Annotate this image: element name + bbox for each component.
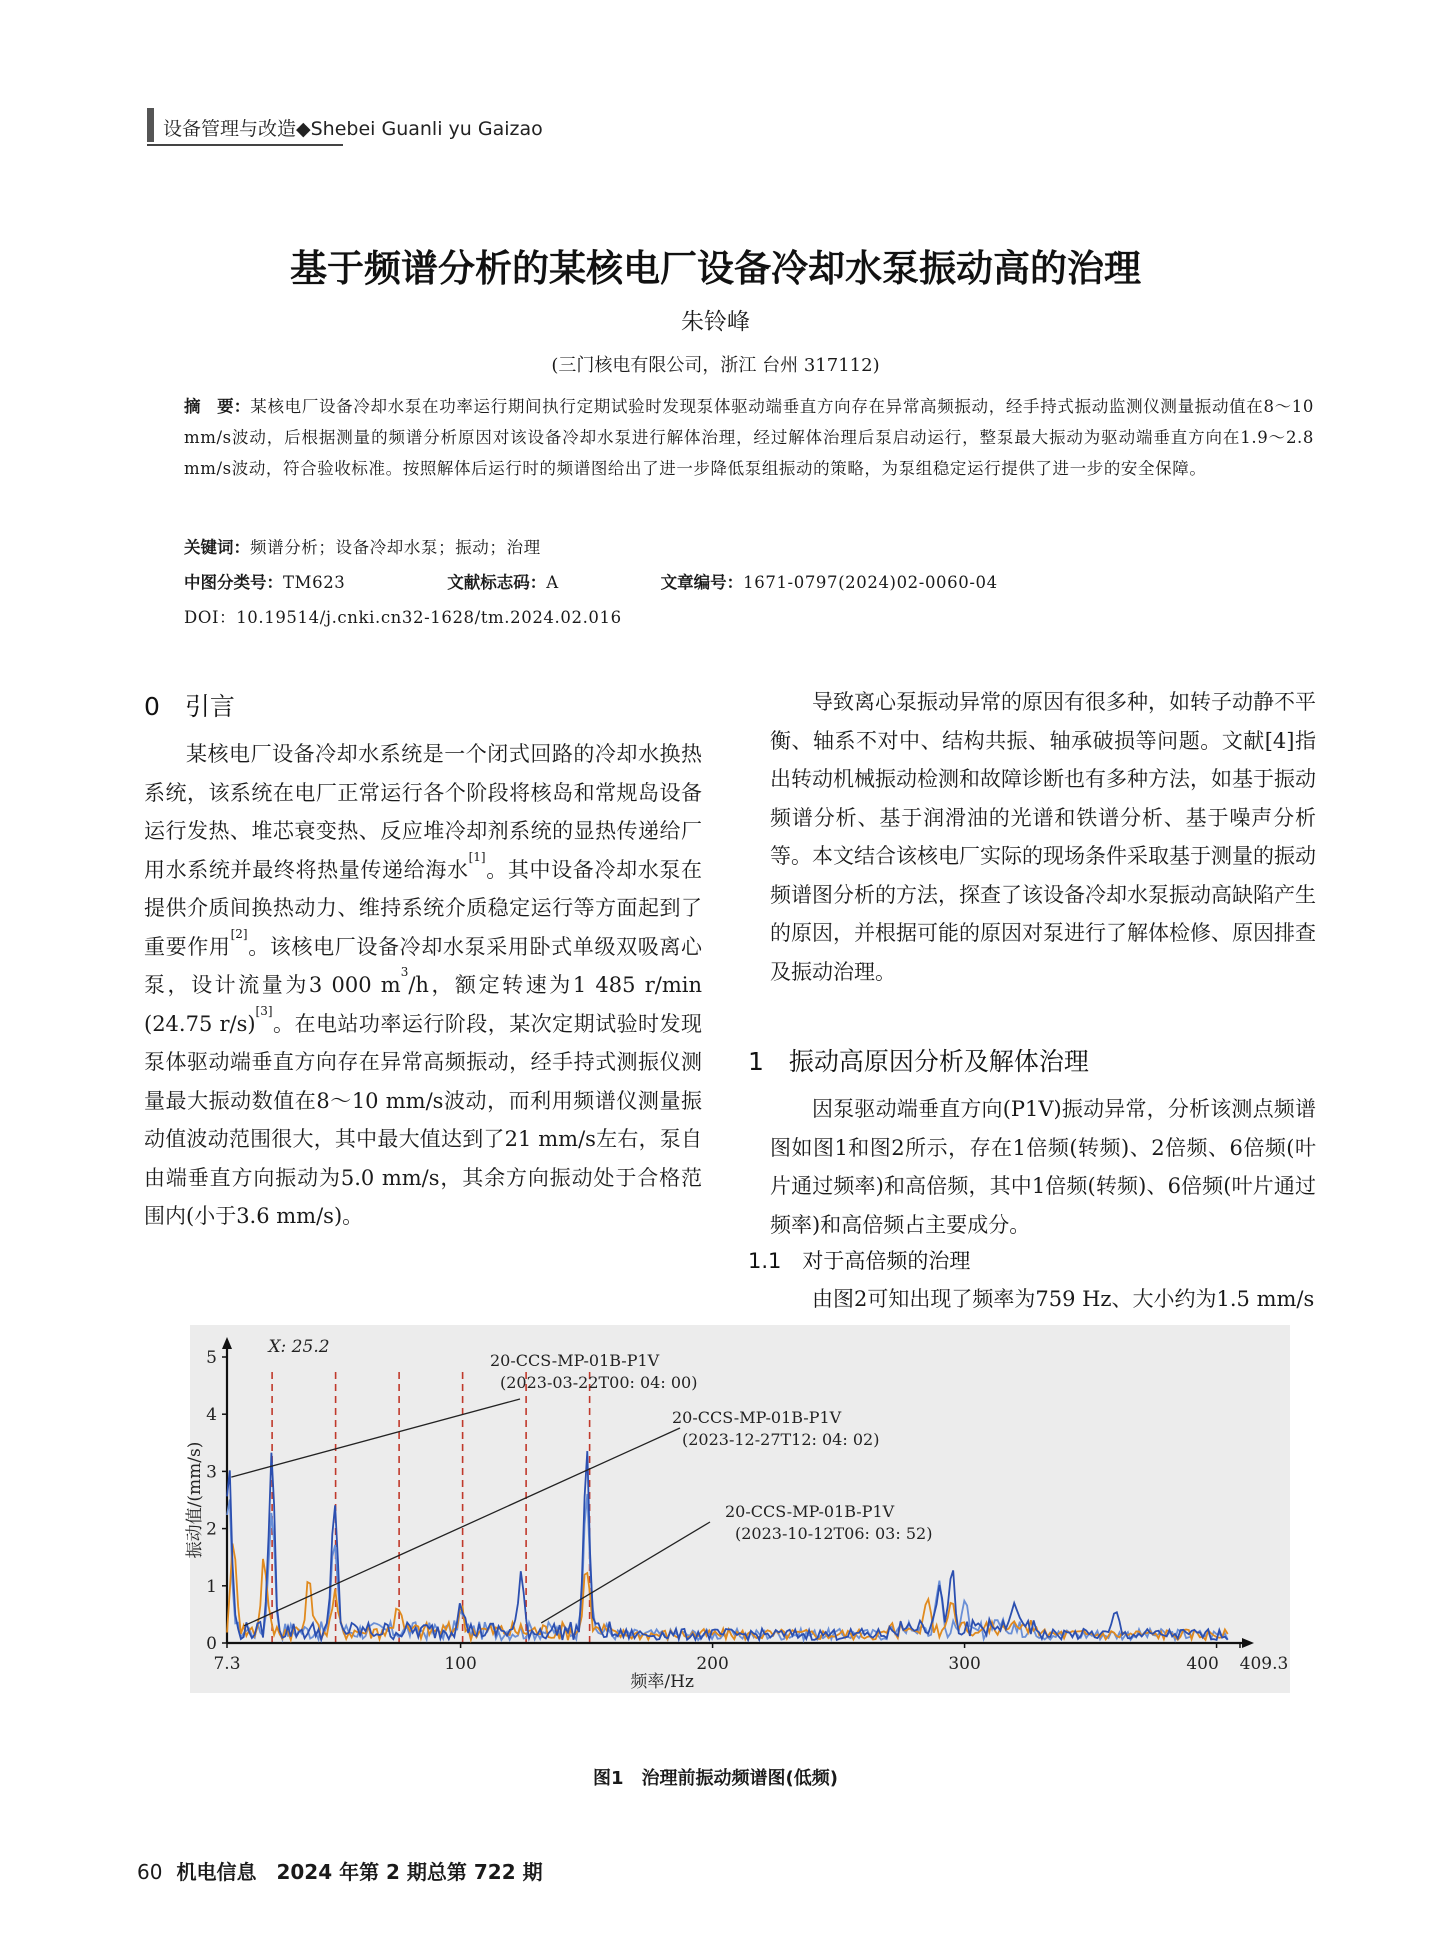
author: 朱铃峰 bbox=[681, 309, 750, 335]
figure-caption: 图1 治理前振动频谱图(低频) bbox=[593, 1768, 838, 1789]
x-tick-label: 409.3 bbox=[1239, 1654, 1289, 1674]
header-bar bbox=[147, 108, 154, 142]
abstract-label: 摘 要： bbox=[184, 397, 251, 416]
left-column bbox=[144, 735, 702, 1236]
y-tick-label: 2 bbox=[206, 1519, 217, 1540]
running-header bbox=[147, 108, 667, 146]
doc-label: 文献标志码： bbox=[447, 573, 547, 592]
y-axis-label: 振动值/(mm/s) bbox=[185, 1441, 205, 1559]
keywords-text: 频谱分析；设备冷却水泵；振动；治理 bbox=[250, 538, 541, 557]
annotation-series-name: 20-CCS-MP-01B-P1V bbox=[490, 1351, 660, 1370]
art-label: 文章编号： bbox=[660, 573, 744, 592]
text-run: 。其中设备冷却水泵在提供介质间换热动力、维持系统介质稳定运行等方面起到了重要作用 bbox=[144, 857, 703, 959]
superscript: 3 bbox=[400, 965, 409, 979]
classification-row bbox=[184, 567, 1314, 598]
page-number: 60 bbox=[137, 1860, 163, 1884]
citation[interactable]: [3] bbox=[255, 1003, 273, 1018]
journal-info: 机电信息 2024 年第 2 期总第 722 期 bbox=[176, 1860, 543, 1884]
figure-1-chart bbox=[185, 1325, 1290, 1693]
document-code bbox=[447, 573, 607, 592]
right-intro-paragraph: 导致离心泵振动异常的原因有很多种，如转子动静不平衡、轴系不对中、结构共振、轴承破损等问题。文献[4]指出转动机械振动检测和故障诊断也有多种方法，如基于振动频谱分析、基于润滑油的光谱和铁谱分析、基于噪声分析等。本文结合该核电厂实际的现场条件采取基于测量的振动频谱图分析的方法，探查了该设备冷却水泵振动高缺陷产生的原因，并根据可能的原因对泵进行了解体检修、原因排查及振动治理。 bbox=[770, 690, 1316, 984]
abstract-text: 某核电厂设备冷却水泵在功率运行期间执行定期试验时发现泵体驱动端垂直方向存在异常高频振动，经手持式振动监测仪测量振动值在8～10 mm/s波动，后根据测量的频谱分析原因对该设备冷却水泵进行解体治理，经过解体治理后泵启动运行，整泵最大振动为驱动端垂直方向在1.9～2.8 mm/s波动，符合验收标准。按照解体后运行时的频谱图给出了进一步降低泵组振动的策略，为泵组稳定运行提供了进一步的安全保障。 bbox=[184, 397, 1315, 478]
x-tick-label: 100 bbox=[444, 1654, 477, 1674]
annotation-timestamp: (2023-12-27T12: 04: 02) bbox=[682, 1430, 880, 1449]
x-tick-label: 7.3 bbox=[213, 1654, 241, 1674]
keywords bbox=[184, 532, 1314, 563]
x-tick-label: 400 bbox=[1186, 1654, 1219, 1674]
article-number bbox=[661, 573, 1046, 592]
section-1-paragraph: 因泵驱动端垂直方向(P1V)振动异常，分析该测点频谱图如图1和图2所示，存在1倍频(转频)、2倍频、6倍频(叶片通过频率)和高倍频，其中1倍频(转频)、6倍频(叶片通过频率)和高倍频占主要成分。 bbox=[770, 1097, 1316, 1237]
annotation-timestamp: (2023-10-12T06: 03: 52) bbox=[735, 1524, 933, 1543]
annotation-series-name: 20-CCS-MP-01B-P1V bbox=[672, 1408, 842, 1427]
y-tick-label: 1 bbox=[206, 1576, 217, 1597]
intro-paragraph bbox=[144, 735, 702, 1236]
doi-label: DOI： bbox=[184, 608, 237, 627]
section-1-heading: 1 振动高原因分析及解体治理 bbox=[748, 1047, 1089, 1076]
y-tick-label: 3 bbox=[206, 1462, 217, 1483]
cursor-label: X: 25.2 bbox=[268, 1337, 330, 1357]
paper-title: 基于频谱分析的某核电厂设备冷却水泵振动高的治理 bbox=[290, 247, 1141, 290]
clc-number bbox=[184, 573, 393, 592]
annotation-series-name: 20-CCS-MP-01B-P1V bbox=[725, 1502, 895, 1521]
y-tick-label: 4 bbox=[206, 1405, 217, 1426]
clc-value: TM623 bbox=[283, 573, 346, 592]
text-run: 。该核电厂设备冷却水泵采用卧式单级双吸离心泵，设计流量为3 000 m bbox=[144, 934, 703, 997]
text-run: 。在电站功率运行阶段，某次定期试验时发现泵体驱动端垂直方向存在异常高频振动，经手持式测振仪测量最大振动数值在8～10 mm/s波动，而利用频谱仪测量振动值波动范围很大，其中最大值达到了21 mm/s左右，泵自由端垂直方向振动为5.0 mm/s，其余方向振动处于合格范围内(小于3.6 mm/s)。 bbox=[144, 1011, 702, 1228]
subsection-1-1-heading: 1.1 对于高倍频的治理 bbox=[748, 1249, 971, 1273]
x-tick-label: 300 bbox=[948, 1654, 981, 1674]
header-rule bbox=[147, 144, 343, 146]
annotation-timestamp: (2023-03-22T00: 04: 00) bbox=[500, 1373, 698, 1392]
section-0-heading: 0 引言 bbox=[144, 692, 235, 721]
citation[interactable]: [2] bbox=[230, 926, 248, 941]
doc-value: A bbox=[546, 573, 559, 592]
y-tick-label: 5 bbox=[206, 1348, 217, 1368]
doi bbox=[184, 602, 1314, 633]
page-footer bbox=[137, 1856, 543, 1885]
x-axis-label: 频率/Hz bbox=[630, 1672, 694, 1692]
citation[interactable]: [1] bbox=[468, 849, 486, 864]
doi-text: 10.19514/j.cnki.cn32-1628/tm.2024.02.016 bbox=[236, 608, 622, 627]
right-column bbox=[770, 683, 1316, 991]
abstract bbox=[184, 391, 1314, 484]
text-run: 某核电厂设备冷却水系统是一个闭式回路的冷却水换热系统，该系统在电厂正常运行各个阶段将核岛和常规岛设备运行发热、堆芯衰变热、反应堆冷却剂系统的显热传递给厂用水系统并最终将热量传递给海水 bbox=[144, 742, 702, 882]
keywords-label: 关键词： bbox=[184, 538, 250, 557]
header-text: 设备管理与改造◆Shebei Guanli yu Gaizao bbox=[163, 118, 543, 140]
text-run: /h，额定转速为1 485 r/min (24.75 r/s) bbox=[144, 973, 702, 1036]
subsection-1-1-body bbox=[770, 1280, 1316, 1319]
art-value: 1671-0797(2024)02-0060-04 bbox=[743, 573, 998, 592]
subsection-paragraph: 由图2可知出现了频率为759 Hz、大小约为1.5 mm/s bbox=[812, 1287, 1315, 1311]
spectrum-chart-svg bbox=[185, 1325, 1290, 1693]
clc-label: 中图分类号： bbox=[184, 573, 283, 592]
affiliation: (三门核电有限公司，浙江 台州 317112) bbox=[551, 355, 880, 376]
section-1-body bbox=[770, 1090, 1316, 1244]
x-tick-label: 200 bbox=[696, 1654, 729, 1674]
y-tick-label: 0 bbox=[206, 1634, 217, 1654]
